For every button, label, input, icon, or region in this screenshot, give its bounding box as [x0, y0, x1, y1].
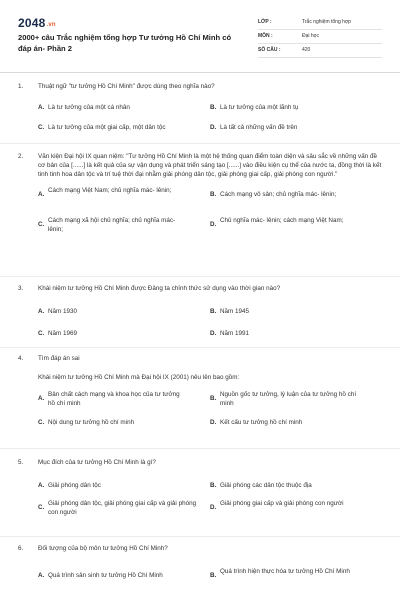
option-label: B.	[210, 572, 217, 580]
question-text: Đối tượng của bộ môn tư tưởng Hồ Chí Minh?	[38, 545, 168, 552]
option-grid	[18, 388, 382, 438]
question-text: Văn kiện Đại hội IX quan niệm: "Tư tưởng Hồ Chí Minh là một hệ thống quan điểm toàn diện và sâu sắc về những vấn đề cơ bản của [......] là kết quả của sự vận dụng và phát triển sáng tạo [......] vào điều kiện cụ thể của nước ta, đồng thời là kết tinh tinh hoa dân tộc và trí tuệ thời đại nhằm giải phóng dân tộc, giải phóng giai cấp, giải phóng con người."	[38, 153, 382, 179]
question-number: 3.	[18, 285, 24, 292]
question-4	[18, 354, 382, 438]
option-grid	[18, 559, 382, 589]
meta-key: SỐ CÂU :	[258, 47, 281, 53]
option-text: Cách mạng vô sản; chủ nghĩa mác- lênin;	[220, 190, 337, 198]
option-text: Giải phóng các dân tộc thuộc địa	[220, 482, 312, 490]
question-text: Khái niệm tư tưởng Hồ Chí Minh được Đảng ta chính thức sử dụng vào thời gian nào?	[38, 285, 281, 292]
question-head	[18, 284, 382, 293]
option-text: Cách mạng Việt Nam; chủ nghĩa mác- lênin;	[48, 186, 172, 194]
option-label: A.	[38, 104, 45, 112]
document-header	[18, 16, 382, 68]
option-text: Quá trình hiện thực hóa tư tưởng Hồ Chí Minh	[220, 568, 350, 576]
meta-row-subject	[258, 30, 382, 44]
question-divider	[0, 276, 400, 277]
option-text: Năm 1991	[220, 330, 250, 338]
option-label: B.	[210, 482, 217, 490]
question-6	[18, 544, 382, 589]
option-text: Giải phóng dân tộc, giải phóng giai cấp và giải phóng con người	[48, 500, 197, 517]
question-number: 1.	[18, 83, 24, 90]
question-number: 5.	[18, 459, 24, 466]
option-label: D.	[210, 419, 217, 427]
option-text: Cách mạng xã hội chủ nghĩa; chủ nghĩa mác- lênin;	[48, 216, 176, 233]
meta-row-class	[258, 16, 382, 30]
option-text: Là tất cả những vấn đề trên	[220, 124, 298, 132]
question-head	[18, 152, 382, 180]
option-text: Giải phóng dân tộc	[48, 482, 101, 490]
option-grid	[18, 97, 382, 131]
meta-value: Đại học	[302, 33, 319, 39]
option-label: D.	[210, 504, 217, 512]
option-label: C.	[38, 419, 45, 427]
option-label: C.	[38, 220, 45, 228]
question-3	[18, 284, 382, 343]
option-text: Bản chất cách mạng và khoa học của tư tưởng hồ chí minh	[48, 391, 180, 408]
header-divider	[0, 72, 400, 73]
option-label: D.	[210, 220, 217, 228]
option-text: Năm 1969	[48, 330, 78, 338]
site-logo[interactable]	[18, 16, 56, 30]
title-line-1: 2000+ câu Trắc nghiệm tổng hợp Tư tưởng Hồ Chí Minh có	[18, 33, 232, 42]
option-label: C.	[38, 504, 45, 512]
question-number: 4.	[18, 355, 24, 362]
document-title	[18, 32, 248, 54]
option-label: B.	[210, 104, 217, 112]
question-number: 6.	[18, 545, 24, 552]
option-label: A.	[38, 395, 45, 403]
meta-value: 420	[302, 47, 311, 53]
option-label: A.	[38, 190, 45, 198]
question-subtext: Khái niệm tư tưởng Hồ Chí Minh mà Đại hội IX (2001) nêu lên bao gồm:	[38, 374, 240, 382]
option-label: A.	[38, 308, 45, 316]
logo-suffix: .vn	[46, 22, 56, 28]
option-text: Chủ nghĩa mác- lênin; cách mạng Việt Nam;	[220, 216, 344, 224]
question-head	[18, 544, 382, 553]
question-number: 2.	[18, 153, 24, 160]
option-text: Kết cấu tư tưởng hồ chí minh	[220, 419, 303, 427]
option-text: Năm 1945	[220, 308, 250, 316]
meta-row-count	[258, 44, 382, 58]
option-text: Năm 1930	[48, 308, 78, 316]
question-1	[18, 82, 382, 131]
option-text: Là tư tưởng của một cá nhân	[48, 104, 130, 112]
option-label: B.	[210, 395, 217, 403]
question-5	[18, 458, 382, 525]
option-text: Giải phóng giai cấp và giải phóng con người	[220, 500, 344, 508]
option-label: C.	[38, 330, 45, 338]
option-label: B.	[210, 190, 217, 198]
question-divider	[0, 448, 400, 449]
meta-key: LỚP :	[258, 19, 272, 25]
option-text: Nội dung tư tưởng hồ chí minh	[48, 419, 135, 427]
meta-value: Trắc nghiệm tổng hợp	[302, 19, 351, 25]
option-grid	[18, 473, 382, 525]
question-head	[18, 82, 382, 91]
option-text: Nguồn gốc tư tưởng, lý luận của tư tưởng hồ chí minh	[220, 391, 357, 408]
option-text: Là tư tưởng của một giai cấp, một dân tộc	[48, 124, 166, 132]
question-text: Thuật ngữ "tư tưởng Hồ Chí Minh" được dùng theo nghĩa nào?	[38, 83, 215, 90]
option-text: Quá trình sản sinh tư tưởng Hồ Chí Minh	[48, 572, 163, 580]
option-label: A.	[38, 572, 45, 580]
title-line-2: đáp án- Phần 2	[18, 44, 73, 53]
option-label: A.	[38, 482, 45, 490]
question-divider	[0, 143, 400, 144]
logo-main: 2048	[18, 16, 46, 30]
meta-key: MÔN :	[258, 33, 273, 39]
question-text: Mục đích của tư tưởng Hồ Chí Minh là gì?	[38, 459, 156, 466]
question-head	[18, 458, 382, 467]
document-meta	[258, 16, 382, 58]
option-label: D.	[210, 124, 217, 132]
question-text: Tìm đáp án sai	[38, 355, 80, 362]
question-2	[18, 152, 382, 240]
question-divider	[0, 347, 400, 348]
option-label: D.	[210, 330, 217, 338]
question-divider	[0, 536, 400, 537]
question-head	[18, 354, 382, 363]
option-text: Là tư tưởng của một lãnh tụ	[220, 104, 299, 112]
option-grid	[18, 299, 382, 343]
option-label: B.	[210, 308, 217, 316]
option-grid	[18, 186, 382, 240]
option-label: C.	[38, 124, 45, 132]
